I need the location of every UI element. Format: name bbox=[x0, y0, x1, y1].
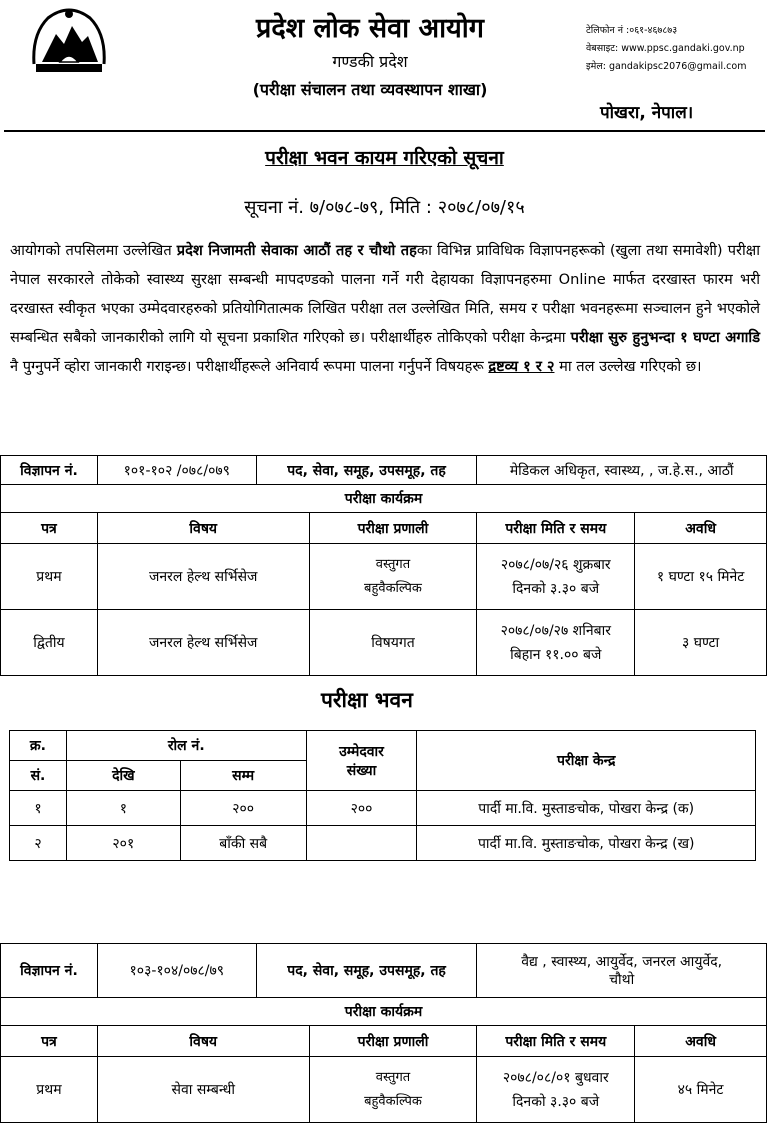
org-branch: (परीक्षा संचालन तथा व्यवस्थापन शाखा) bbox=[252, 80, 488, 99]
cell-date: २०७८/०७/२७ शनिबार bbox=[500, 622, 611, 639]
col-center: परीक्षा केन्द्र bbox=[417, 731, 756, 791]
header-divider bbox=[4, 130, 765, 132]
col-duration: अवधि bbox=[635, 1026, 767, 1057]
col-datetime: परीक्षा मिति र समय bbox=[477, 1026, 635, 1057]
advert-table-2 bbox=[0, 943, 767, 1123]
notice-body bbox=[10, 236, 760, 381]
cell-date: २०७८/०७/२६ शुक्रबार bbox=[500, 556, 611, 573]
cell-to: २०० bbox=[180, 791, 306, 826]
contact-email: इमेल: gandakipsc2076@gmail.com bbox=[586, 61, 747, 72]
body-text-1: आयोगको तपसिलमा उल्लेखित bbox=[10, 242, 177, 259]
cell-from: २०१ bbox=[66, 826, 180, 861]
table-row bbox=[1, 544, 767, 610]
body-bold-1: प्रदेश निजामती सेवाका आठौं तह र चौथो तह bbox=[176, 242, 417, 259]
adv-no-label: विज्ञापन नं. bbox=[1, 944, 98, 998]
cell-method bbox=[309, 1057, 477, 1123]
body-text-3: नै पुग्नुपर्ने व्होरा जानकारी गराइन्छ। परीक्षार्थीहरूले अनिवार्य रूपमा पालना गर्नुपर्ने विषयहरू bbox=[10, 358, 489, 375]
body-text-2: का विभिन्न प्राविधिक विज्ञापनहरूको (खुला तथा समावेशी) परीक्षा नेपाल सरकारले तोकेको स्वास्थ्य सुरक्षा सम्बन्धी मापदण्डको पालना गर्ने गरी देहायका विज्ञापनहरुमा Online मार्फत दरखास्त फारम भरी दरखास्त स्वीकृत भएका उम्मेदवारहरुको प्रतियोगितात्मक लिखित परीक्षा तल उल्लेखित मिति, समय र परीक्षा भवनहरूमा सञ्चालन हुने भएकोले सम्बन्धित सबैको जानकारीको लागि यो सूचना प्रकाशित गरिएको छ। परीक्षार्थीहरु तोकिएको परीक्षा केन्द्रमा bbox=[10, 242, 760, 346]
notice-reference: सूचना नं. ७/०७८-७९, मिति : २०७८/०७/१५ bbox=[244, 197, 525, 218]
exam-program-label: परीक्षा कार्यक्रम bbox=[1, 485, 767, 513]
post-value-line2: चौथो bbox=[609, 971, 635, 988]
col-roll-no: रोल नं. bbox=[66, 731, 306, 761]
cell-sn: १ bbox=[10, 791, 67, 826]
exam-hall-title: परीक्षा भवन bbox=[321, 688, 413, 712]
body-bold-2: परीक्षा सुरु हुनुभन्दा १ घण्टा अगाडि bbox=[570, 329, 761, 346]
col-method: परीक्षा प्रणाली bbox=[309, 1026, 477, 1057]
table-row bbox=[10, 826, 756, 861]
cell-subject: जनरल हेल्थ सर्भिसेज bbox=[97, 610, 309, 676]
cell-to: बाँकी सबै bbox=[180, 826, 306, 861]
cell-count: २०० bbox=[306, 791, 417, 826]
post-value: मेडिकल अधिकृत, स्वास्थ्य, , ज.हे.स., आठौं bbox=[477, 456, 767, 485]
cell-date: २०७८/०८/०१ बुधवार bbox=[502, 1069, 609, 1086]
cell-method-line1: वस्तुगत bbox=[375, 1069, 411, 1085]
post-label: पद, सेवा, समूह, उपसमूह, तह bbox=[256, 456, 477, 485]
cell-method-line2: बहुवैकल्पिक bbox=[364, 580, 422, 596]
cell-subject: सेवा सम्बन्धी bbox=[97, 1057, 309, 1123]
advert-table-1 bbox=[0, 455, 767, 676]
cell-datetime bbox=[477, 610, 635, 676]
cell-duration: ४५ मिनेट bbox=[635, 1057, 767, 1123]
col-candidates-line1: उम्मेदवार bbox=[339, 743, 384, 760]
cell-duration: १ घण्टा १५ मिनेट bbox=[635, 544, 767, 610]
post-label: पद, सेवा, समूह, उपसमूह, तह bbox=[256, 944, 477, 998]
adv-no-value: १०३-१०४/०७८/७९ bbox=[97, 944, 256, 998]
cell-from: १ bbox=[66, 791, 180, 826]
cell-method-line1: वस्तुगत bbox=[375, 556, 411, 572]
place: पोखरा, नेपाल। bbox=[600, 103, 694, 123]
table-row bbox=[1, 1057, 767, 1123]
table-row bbox=[10, 791, 756, 826]
col-paper: पत्र bbox=[1, 1026, 98, 1057]
adv-no-label: विज्ञापन नं. bbox=[1, 456, 98, 485]
col-paper: पत्र bbox=[1, 513, 98, 544]
contact-block bbox=[586, 22, 766, 76]
cell-subject: जनरल हेल्थ सर्भिसेज bbox=[97, 544, 309, 610]
cell-paper: प्रथम bbox=[1, 1057, 98, 1123]
nepal-emblem-icon bbox=[28, 4, 110, 78]
post-value-line1: वैद्य , स्वास्थ्य, आयुर्वेद, जनरल आयुर्वेद, bbox=[521, 953, 723, 970]
col-from: देखि bbox=[66, 761, 180, 791]
cell-paper: द्वितीय bbox=[1, 610, 98, 676]
col-subject: विषय bbox=[97, 513, 309, 544]
cell-method: विषयगत bbox=[309, 610, 477, 676]
cell-center: पार्दी मा.वि. मुस्ताङचोक, पोखरा केन्द्र (क) bbox=[417, 791, 756, 826]
cell-count bbox=[306, 826, 417, 861]
col-sn-1: क्र. bbox=[10, 731, 67, 761]
col-sn-2: सं. bbox=[10, 761, 67, 791]
cell-sn: २ bbox=[10, 826, 67, 861]
cell-time: दिनको ३.३० बजे bbox=[512, 580, 600, 597]
cell-time: दिनको ३.३० बजे bbox=[512, 1093, 600, 1110]
col-subject: विषय bbox=[97, 1026, 309, 1057]
col-duration: अवधि bbox=[635, 513, 767, 544]
cell-center: पार्दी मा.वि. मुस्ताङचोक, पोखरा केन्द्र (ख) bbox=[417, 826, 756, 861]
exam-hall-table bbox=[9, 730, 756, 861]
col-candidates-line2: संख्या bbox=[346, 762, 377, 779]
cell-method bbox=[309, 544, 477, 610]
exam-program-label: परीक्षा कार्यक्रम bbox=[1, 998, 767, 1026]
adv-no-value: १०१-१०२ /०७८/०७९ bbox=[97, 456, 256, 485]
col-candidates bbox=[306, 731, 417, 791]
body-text-4: मा तल उल्लेख गरिएको छ। bbox=[554, 358, 702, 375]
col-method: परीक्षा प्रणाली bbox=[309, 513, 477, 544]
cell-method-line2: बहुवैकल्पिक bbox=[364, 1093, 422, 1109]
post-value bbox=[477, 944, 767, 998]
org-title: प्रदेश लोक सेवा आयोग bbox=[256, 13, 484, 44]
col-datetime: परीक्षा मिति र समय bbox=[477, 513, 635, 544]
table-row bbox=[1, 610, 767, 676]
cell-duration: ३ घण्टा bbox=[635, 610, 767, 676]
contact-website: वेबसाइट: www.ppsc.gandaki.gov.np bbox=[586, 43, 745, 54]
letterhead bbox=[0, 0, 769, 130]
org-subtitle: गण्डकी प्रदेश bbox=[332, 52, 408, 71]
col-to: सम्म bbox=[180, 761, 306, 791]
body-underline: द्रष्टव्य १ र २ bbox=[488, 358, 555, 375]
cell-datetime bbox=[477, 544, 635, 610]
cell-paper: प्रथम bbox=[1, 544, 98, 610]
contact-phone: टेलिफोन नं :०६१-४६७८७३ bbox=[586, 25, 678, 36]
cell-time: बिहान ११.०० बजे bbox=[510, 646, 602, 663]
cell-datetime bbox=[477, 1057, 635, 1123]
notice-title: परीक्षा भवन कायम गरिएको सूचना bbox=[265, 147, 504, 169]
